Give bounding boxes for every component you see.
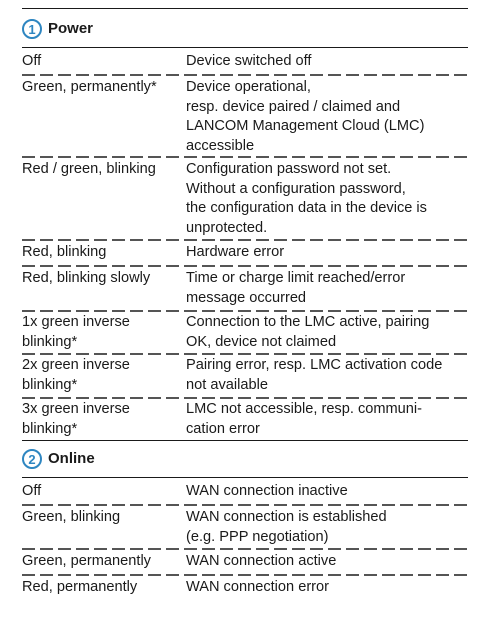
table-row bbox=[22, 508, 468, 548]
section-online-header bbox=[22, 446, 468, 476]
section-rule bbox=[22, 440, 468, 441]
row-label: Green, permanently* bbox=[22, 79, 157, 95]
row-divider bbox=[22, 156, 468, 158]
row-divider bbox=[22, 548, 468, 550]
table-row bbox=[22, 269, 468, 309]
row-value: WAN connection inactive bbox=[186, 483, 348, 499]
row-label: Red, blinking bbox=[22, 244, 107, 260]
row-divider bbox=[22, 74, 468, 76]
row-label: Green, blinking bbox=[22, 509, 121, 525]
row-label: Off bbox=[22, 53, 42, 69]
row-value: WAN connection error bbox=[186, 579, 330, 595]
row-value: WAN connection is established (e.g. PPP negotiation) bbox=[186, 509, 387, 545]
row-value: LMC not accessible, resp. communi- cation error bbox=[186, 401, 423, 437]
section-number-badge: 1 bbox=[22, 19, 42, 39]
table-row bbox=[22, 400, 468, 440]
table-row bbox=[22, 243, 468, 263]
row-value: Connection to the LMC active, pairing OK, device not claimed bbox=[186, 314, 430, 350]
row-value: Pairing error, resp. LMC activation code not available bbox=[186, 357, 443, 393]
row-divider bbox=[22, 353, 468, 355]
row-label: Red / green, blinking bbox=[22, 161, 156, 177]
row-value: Hardware error bbox=[186, 244, 285, 260]
section-power-header bbox=[22, 16, 468, 46]
row-label: 2x green inverse blinking* bbox=[22, 357, 130, 393]
table-top-rule bbox=[22, 8, 468, 9]
row-divider bbox=[22, 310, 468, 312]
table-row bbox=[22, 78, 468, 156]
table-row bbox=[22, 356, 468, 396]
row-label: 1x green inverse blinking* bbox=[22, 314, 130, 350]
header-rule bbox=[22, 477, 468, 478]
section-title: Power bbox=[48, 20, 94, 37]
table-row bbox=[22, 52, 468, 72]
row-value: Time or charge limit reached/error message occurred bbox=[186, 270, 406, 306]
row-divider bbox=[22, 574, 468, 576]
table-row bbox=[22, 578, 468, 598]
row-label: Red, blinking slowly bbox=[22, 270, 151, 286]
section-title: Online bbox=[48, 450, 95, 467]
row-value: WAN connection active bbox=[186, 553, 337, 569]
table-row bbox=[22, 552, 468, 572]
row-divider bbox=[22, 397, 468, 399]
section-number-badge: 2 bbox=[22, 449, 42, 469]
row-divider bbox=[22, 504, 468, 506]
row-label: 3x green inverse blinking* bbox=[22, 401, 130, 437]
row-label: Green, permanently bbox=[22, 553, 151, 569]
table-row bbox=[22, 160, 468, 238]
row-label: Red, permanently bbox=[22, 579, 138, 595]
row-divider bbox=[22, 265, 468, 267]
table-row bbox=[22, 313, 468, 353]
row-value: Device operational, resp. device paired / claimed and LANCOM Management Cloud (LMC) accessible bbox=[186, 79, 425, 154]
row-value: Device switched off bbox=[186, 53, 312, 69]
row-divider bbox=[22, 239, 468, 241]
row-label: Off bbox=[22, 483, 42, 499]
row-value: Configuration password not set. Without a configuration password, the configuration data in the device is unprotected. bbox=[186, 161, 427, 236]
table-row bbox=[22, 482, 468, 502]
header-rule bbox=[22, 47, 468, 48]
